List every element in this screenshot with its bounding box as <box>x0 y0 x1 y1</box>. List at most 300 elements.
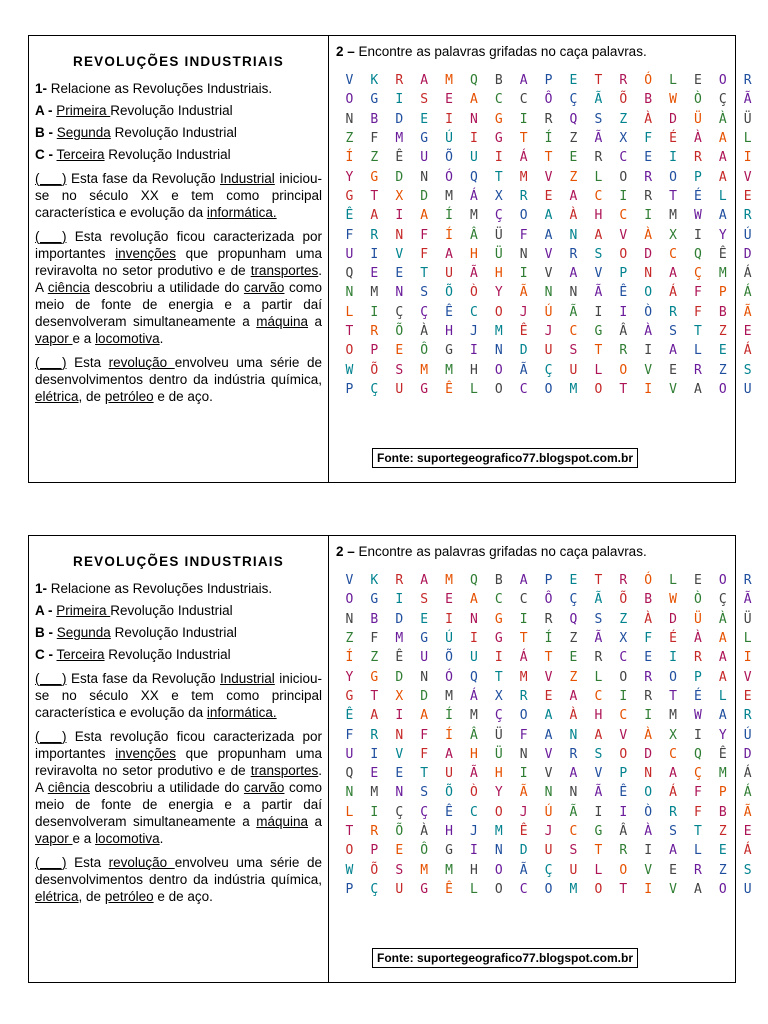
grid-letter[interactable]: Ç <box>420 304 429 320</box>
grid-letter[interactable]: R <box>669 304 677 320</box>
grid-letter[interactable]: E <box>569 650 578 666</box>
grid-letter[interactable]: V <box>544 766 553 782</box>
grid-letter[interactable]: J <box>469 324 478 339</box>
grid-letter[interactable]: X <box>494 188 503 204</box>
grid-letter[interactable]: O <box>619 362 628 378</box>
grid-letter[interactable]: O <box>519 208 528 224</box>
grid-letter[interactable]: U <box>345 246 354 262</box>
grid-letter[interactable]: F <box>644 631 653 647</box>
grid-letter[interactable]: T <box>694 824 702 839</box>
grid-letter[interactable]: M <box>494 324 503 339</box>
grid-letter[interactable]: E <box>743 688 752 704</box>
grid-letter[interactable]: X <box>395 688 404 704</box>
grid-letter[interactable]: T <box>420 266 429 282</box>
grid-letter[interactable]: R <box>519 688 528 704</box>
grid-letter[interactable]: F <box>519 227 528 243</box>
grid-letter[interactable]: M <box>395 131 404 147</box>
grid-letter[interactable]: À <box>694 631 702 647</box>
grid-letter[interactable]: É <box>669 631 677 647</box>
grid-letter[interactable]: N <box>395 285 404 301</box>
grid-letter[interactable]: D <box>395 111 404 127</box>
grid-letter[interactable]: H <box>494 266 503 282</box>
grid-letter[interactable]: À <box>420 324 429 339</box>
grid-letter[interactable]: Ç <box>494 208 503 224</box>
grid-letter[interactable]: Ã <box>594 285 603 301</box>
grid-letter[interactable]: S <box>420 785 429 801</box>
grid-letter[interactable]: A <box>718 169 727 185</box>
answer-blank[interactable]: (___) <box>35 671 67 686</box>
grid-letter[interactable]: M <box>569 881 578 897</box>
grid-letter[interactable]: A <box>694 381 702 397</box>
grid-letter[interactable]: R <box>743 208 752 224</box>
grid-letter[interactable]: E <box>694 73 702 89</box>
grid-letter[interactable]: L <box>743 131 752 147</box>
grid-letter[interactable]: Ò <box>694 592 702 608</box>
grid-letter[interactable]: O <box>494 362 503 378</box>
grid-letter[interactable]: S <box>743 362 752 378</box>
grid-letter[interactable]: O <box>644 785 653 801</box>
grid-letter[interactable]: I <box>445 111 453 127</box>
grid-letter[interactable]: I <box>644 381 653 397</box>
grid-letter[interactable]: Z <box>345 131 354 147</box>
grid-letter[interactable]: G <box>345 688 354 704</box>
grid-letter[interactable]: R <box>644 169 653 185</box>
grid-letter[interactable]: À <box>644 111 653 127</box>
grid-letter[interactable]: U <box>569 862 578 878</box>
grid-letter[interactable]: I <box>519 611 528 627</box>
grid-letter[interactable]: Q <box>569 611 578 627</box>
grid-letter[interactable]: V <box>743 669 752 685</box>
grid-letter[interactable]: L <box>594 362 603 378</box>
grid-letter[interactable]: V <box>743 169 752 185</box>
grid-letter[interactable]: V <box>345 573 354 589</box>
grid-letter[interactable]: Ê <box>345 208 354 224</box>
grid-letter[interactable]: E <box>569 73 578 89</box>
grid-letter[interactable]: X <box>619 631 628 647</box>
grid-letter[interactable]: B <box>370 111 379 127</box>
grid-letter[interactable]: R <box>694 650 702 666</box>
grid-letter[interactable]: P <box>694 669 702 685</box>
grid-letter[interactable]: Ã <box>569 304 578 320</box>
grid-letter[interactable]: A <box>669 766 677 782</box>
grid-letter[interactable]: A <box>718 150 727 166</box>
grid-letter[interactable]: I <box>494 150 503 166</box>
grid-letter[interactable]: N <box>569 227 578 243</box>
grid-letter[interactable]: E <box>569 150 578 166</box>
grid-letter[interactable]: P <box>619 766 628 782</box>
grid-letter[interactable]: M <box>420 862 429 878</box>
grid-letter[interactable]: A <box>569 266 578 282</box>
grid-letter[interactable]: I <box>619 304 628 320</box>
grid-letter[interactable]: Ê <box>519 324 528 339</box>
grid-letter[interactable]: H <box>469 246 478 262</box>
grid-letter[interactable]: U <box>345 746 354 762</box>
grid-letter[interactable]: A <box>718 631 727 647</box>
grid-letter[interactable]: Ã <box>519 785 528 801</box>
grid-letter[interactable]: S <box>594 746 603 762</box>
grid-letter[interactable]: A <box>370 708 379 724</box>
grid-letter[interactable]: L <box>594 862 603 878</box>
grid-letter[interactable]: M <box>370 785 379 801</box>
grid-letter[interactable]: Z <box>619 111 628 127</box>
grid-letter[interactable]: Z <box>370 150 379 166</box>
grid-letter[interactable]: Â <box>619 824 628 839</box>
grid-letter[interactable]: N <box>644 766 653 782</box>
grid-letter[interactable]: Ó <box>445 669 453 685</box>
grid-letter[interactable]: B <box>494 573 503 589</box>
grid-letter[interactable]: N <box>345 111 354 127</box>
grid-letter[interactable]: Ò <box>644 804 653 820</box>
grid-letter[interactable]: O <box>519 708 528 724</box>
grid-letter[interactable]: Q <box>469 573 478 589</box>
grid-letter[interactable]: E <box>445 592 453 608</box>
grid-letter[interactable]: Ú <box>743 727 752 743</box>
grid-letter[interactable]: É <box>694 188 702 204</box>
grid-letter[interactable]: O <box>718 381 727 397</box>
grid-letter[interactable]: N <box>395 785 404 801</box>
grid-letter[interactable]: C <box>519 92 528 108</box>
grid-letter[interactable]: R <box>370 324 379 339</box>
grid-letter[interactable]: Q <box>569 111 578 127</box>
grid-letter[interactable]: E <box>395 266 404 282</box>
grid-letter[interactable]: E <box>718 843 727 859</box>
grid-letter[interactable]: E <box>544 688 553 704</box>
grid-letter[interactable]: À <box>569 708 578 724</box>
grid-letter[interactable]: P <box>718 285 727 301</box>
grid-letter[interactable]: S <box>395 862 404 878</box>
grid-letter[interactable]: Í <box>445 727 453 743</box>
grid-letter[interactable]: Ü <box>494 746 503 762</box>
grid-letter[interactable]: I <box>469 843 478 859</box>
grid-letter[interactable]: O <box>345 592 354 608</box>
grid-letter[interactable]: C <box>469 804 478 820</box>
grid-letter[interactable]: R <box>743 73 752 89</box>
grid-letter[interactable]: P <box>694 169 702 185</box>
grid-letter[interactable]: F <box>694 785 702 801</box>
grid-letter[interactable]: M <box>445 73 453 89</box>
grid-letter[interactable]: G <box>445 843 453 859</box>
grid-letter[interactable]: À <box>718 611 727 627</box>
grid-letter[interactable]: T <box>594 73 603 89</box>
grid-letter[interactable]: A <box>544 208 553 224</box>
grid-letter[interactable]: I <box>594 304 603 320</box>
grid-letter[interactable]: R <box>594 150 603 166</box>
grid-letter[interactable]: C <box>469 304 478 320</box>
grid-letter[interactable]: N <box>345 611 354 627</box>
grid-letter[interactable]: E <box>544 188 553 204</box>
grid-letter[interactable]: W <box>694 208 702 224</box>
grid-letter[interactable]: Á <box>519 150 528 166</box>
grid-letter[interactable]: Ú <box>544 304 553 320</box>
grid-letter[interactable]: F <box>345 227 354 243</box>
grid-letter[interactable]: Á <box>743 766 752 782</box>
grid-letter[interactable]: E <box>743 324 752 339</box>
grid-letter[interactable]: I <box>469 343 478 359</box>
grid-letter[interactable]: O <box>718 881 727 897</box>
grid-letter[interactable]: Ü <box>694 111 702 127</box>
grid-letter[interactable]: Y <box>494 785 503 801</box>
grid-letter[interactable]: S <box>420 92 429 108</box>
grid-letter[interactable]: E <box>644 650 653 666</box>
grid-letter[interactable]: A <box>445 746 453 762</box>
grid-letter[interactable]: P <box>345 881 354 897</box>
grid-letter[interactable]: X <box>494 688 503 704</box>
grid-letter[interactable]: U <box>544 843 553 859</box>
grid-letter[interactable]: A <box>420 73 429 89</box>
grid-letter[interactable]: A <box>420 208 429 224</box>
grid-letter[interactable]: O <box>669 669 677 685</box>
grid-letter[interactable]: R <box>370 727 379 743</box>
grid-letter[interactable]: O <box>494 304 503 320</box>
grid-letter[interactable]: T <box>345 324 354 339</box>
grid-letter[interactable]: Ò <box>644 304 653 320</box>
grid-letter[interactable]: C <box>569 824 578 839</box>
grid-letter[interactable]: S <box>669 324 677 339</box>
grid-letter[interactable]: Á <box>743 785 752 801</box>
grid-letter[interactable]: H <box>445 824 453 839</box>
answer-blank[interactable]: (___) <box>35 229 67 244</box>
grid-letter[interactable]: G <box>494 131 503 147</box>
grid-letter[interactable]: D <box>420 188 429 204</box>
grid-letter[interactable]: Q <box>469 169 478 185</box>
grid-letter[interactable]: O <box>718 73 727 89</box>
grid-letter[interactable]: Q <box>694 746 702 762</box>
grid-letter[interactable]: Ã <box>594 785 603 801</box>
grid-letter[interactable]: J <box>544 324 553 339</box>
grid-letter[interactable]: A <box>519 73 528 89</box>
grid-letter[interactable]: F <box>345 727 354 743</box>
grid-letter[interactable]: N <box>519 746 528 762</box>
grid-letter[interactable]: N <box>569 785 578 801</box>
grid-letter[interactable]: Ü <box>743 111 752 127</box>
grid-letter[interactable]: B <box>718 304 727 320</box>
grid-letter[interactable]: R <box>644 669 653 685</box>
grid-letter[interactable]: Ê <box>519 824 528 839</box>
grid-letter[interactable]: F <box>694 804 702 820</box>
grid-letter[interactable]: P <box>619 266 628 282</box>
grid-letter[interactable]: Õ <box>370 362 379 378</box>
grid-letter[interactable]: I <box>519 266 528 282</box>
grid-letter[interactable]: Ã <box>594 592 603 608</box>
grid-letter[interactable]: M <box>445 573 453 589</box>
grid-letter[interactable]: Í <box>445 208 453 224</box>
grid-letter[interactable]: A <box>718 208 727 224</box>
grid-letter[interactable]: X <box>619 131 628 147</box>
grid-letter[interactable]: F <box>370 631 379 647</box>
grid-letter[interactable]: W <box>669 592 677 608</box>
grid-letter[interactable]: Q <box>345 766 354 782</box>
grid-letter[interactable]: Ô <box>544 92 553 108</box>
grid-letter[interactable]: O <box>619 669 628 685</box>
grid-letter[interactable]: D <box>395 169 404 185</box>
grid-letter[interactable]: G <box>494 111 503 127</box>
grid-letter[interactable]: Y <box>718 727 727 743</box>
grid-letter[interactable]: U <box>743 881 752 897</box>
grid-letter[interactable]: Ê <box>619 785 628 801</box>
grid-letter[interactable]: V <box>544 169 553 185</box>
grid-letter[interactable]: Ü <box>694 611 702 627</box>
grid-letter[interactable]: C <box>594 188 603 204</box>
grid-letter[interactable]: V <box>669 881 677 897</box>
grid-letter[interactable]: Ó <box>644 73 653 89</box>
grid-letter[interactable]: E <box>669 862 677 878</box>
grid-letter[interactable]: Õ <box>619 92 628 108</box>
grid-letter[interactable]: D <box>519 343 528 359</box>
grid-letter[interactable]: Ê <box>718 246 727 262</box>
grid-letter[interactable]: L <box>469 381 478 397</box>
grid-letter[interactable]: M <box>445 688 453 704</box>
grid-letter[interactable]: À <box>644 227 653 243</box>
grid-letter[interactable]: Ê <box>345 708 354 724</box>
grid-letter[interactable]: R <box>619 573 628 589</box>
grid-letter[interactable]: I <box>743 150 752 166</box>
grid-letter[interactable]: I <box>469 631 478 647</box>
grid-letter[interactable]: Á <box>469 688 478 704</box>
grid-letter[interactable]: N <box>420 669 429 685</box>
grid-letter[interactable]: X <box>395 188 404 204</box>
grid-letter[interactable]: A <box>370 208 379 224</box>
grid-letter[interactable]: G <box>420 631 429 647</box>
grid-letter[interactable]: U <box>445 266 453 282</box>
grid-letter[interactable]: T <box>594 843 603 859</box>
grid-letter[interactable]: I <box>519 766 528 782</box>
grid-letter[interactable]: C <box>619 650 628 666</box>
grid-letter[interactable]: Í <box>544 131 553 147</box>
grid-letter[interactable]: I <box>469 131 478 147</box>
grid-letter[interactable]: O <box>494 381 503 397</box>
grid-letter[interactable]: O <box>619 746 628 762</box>
grid-letter[interactable]: F <box>694 304 702 320</box>
grid-letter[interactable]: X <box>669 227 677 243</box>
grid-letter[interactable]: M <box>669 708 677 724</box>
grid-letter[interactable]: Z <box>569 169 578 185</box>
grid-letter[interactable]: Ú <box>445 631 453 647</box>
grid-letter[interactable]: G <box>420 131 429 147</box>
grid-letter[interactable]: F <box>694 285 702 301</box>
grid-letter[interactable]: R <box>370 824 379 839</box>
grid-letter[interactable]: R <box>544 611 553 627</box>
grid-letter[interactable]: O <box>544 381 553 397</box>
grid-letter[interactable]: I <box>644 708 653 724</box>
grid-letter[interactable]: O <box>619 169 628 185</box>
grid-letter[interactable]: R <box>619 73 628 89</box>
grid-letter[interactable]: Ç <box>494 708 503 724</box>
grid-letter[interactable]: Q <box>345 266 354 282</box>
grid-letter[interactable]: I <box>644 843 653 859</box>
grid-letter[interactable]: O <box>594 881 603 897</box>
grid-letter[interactable]: W <box>345 862 354 878</box>
grid-letter[interactable]: Õ <box>445 785 453 801</box>
grid-letter[interactable]: Ã <box>519 862 528 878</box>
grid-letter[interactable]: Z <box>718 862 727 878</box>
grid-letter[interactable]: O <box>594 381 603 397</box>
grid-letter[interactable]: Ô <box>420 343 429 359</box>
grid-letter[interactable]: I <box>644 881 653 897</box>
grid-letter[interactable]: U <box>395 881 404 897</box>
grid-letter[interactable]: Ç <box>544 862 553 878</box>
grid-letter[interactable]: N <box>569 727 578 743</box>
answer-blank[interactable]: (___) <box>35 171 67 186</box>
grid-letter[interactable]: Ú <box>445 131 453 147</box>
grid-letter[interactable]: B <box>644 592 653 608</box>
grid-letter[interactable]: Q <box>469 73 478 89</box>
grid-letter[interactable]: Õ <box>395 824 404 839</box>
grid-letter[interactable]: A <box>420 708 429 724</box>
grid-letter[interactable]: F <box>420 227 429 243</box>
grid-letter[interactable]: Á <box>743 285 752 301</box>
grid-letter[interactable]: L <box>469 881 478 897</box>
grid-letter[interactable]: Ã <box>519 285 528 301</box>
grid-letter[interactable]: T <box>669 688 677 704</box>
grid-letter[interactable]: N <box>494 843 503 859</box>
grid-letter[interactable]: I <box>694 227 702 243</box>
grid-letter[interactable]: N <box>395 727 404 743</box>
grid-letter[interactable]: N <box>519 246 528 262</box>
grid-letter[interactable]: G <box>370 169 379 185</box>
grid-letter[interactable]: R <box>594 650 603 666</box>
grid-letter[interactable]: Ê <box>395 650 404 666</box>
grid-letter[interactable]: A <box>718 131 727 147</box>
grid-letter[interactable]: I <box>445 611 453 627</box>
grid-letter[interactable]: I <box>669 150 677 166</box>
grid-letter[interactable]: R <box>644 188 653 204</box>
grid-letter[interactable]: E <box>370 266 379 282</box>
grid-letter[interactable]: O <box>644 285 653 301</box>
answer-blank[interactable]: (___) <box>35 855 67 870</box>
grid-letter[interactable]: S <box>743 862 752 878</box>
grid-letter[interactable]: D <box>644 246 653 262</box>
grid-letter[interactable]: Ê <box>445 381 453 397</box>
grid-letter[interactable]: L <box>694 343 702 359</box>
grid-letter[interactable]: Ã <box>519 362 528 378</box>
grid-letter[interactable]: O <box>345 843 354 859</box>
grid-letter[interactable]: Z <box>569 669 578 685</box>
grid-letter[interactable]: I <box>619 804 628 820</box>
grid-letter[interactable]: Ã <box>743 804 752 820</box>
grid-letter[interactable]: L <box>345 804 354 820</box>
grid-letter[interactable]: I <box>619 188 628 204</box>
grid-letter[interactable]: N <box>544 785 553 801</box>
grid-letter[interactable]: Ê <box>445 881 453 897</box>
grid-letter[interactable]: Y <box>494 285 503 301</box>
grid-letter[interactable]: I <box>594 804 603 820</box>
grid-letter[interactable]: Í <box>445 708 453 724</box>
grid-letter[interactable]: V <box>395 746 404 762</box>
grid-letter[interactable]: Ü <box>743 611 752 627</box>
grid-letter[interactable]: C <box>519 381 528 397</box>
grid-letter[interactable]: J <box>519 804 528 820</box>
grid-letter[interactable]: Õ <box>395 324 404 339</box>
grid-letter[interactable]: Ú <box>544 804 553 820</box>
grid-letter[interactable]: H <box>494 766 503 782</box>
grid-letter[interactable]: À <box>694 131 702 147</box>
grid-letter[interactable]: Ê <box>445 304 453 320</box>
grid-letter[interactable]: A <box>544 708 553 724</box>
grid-letter[interactable]: U <box>743 381 752 397</box>
grid-letter[interactable]: R <box>694 150 702 166</box>
grid-letter[interactable]: G <box>494 631 503 647</box>
grid-letter[interactable]: O <box>544 881 553 897</box>
grid-letter[interactable]: Y <box>718 227 727 243</box>
grid-letter[interactable]: G <box>420 881 429 897</box>
grid-letter[interactable]: F <box>519 727 528 743</box>
grid-letter[interactable]: T <box>694 324 702 339</box>
grid-letter[interactable]: N <box>345 785 354 801</box>
grid-letter[interactable]: S <box>669 824 677 839</box>
grid-letter[interactable]: F <box>420 727 429 743</box>
grid-letter[interactable]: I <box>694 727 702 743</box>
grid-letter[interactable]: O <box>494 881 503 897</box>
